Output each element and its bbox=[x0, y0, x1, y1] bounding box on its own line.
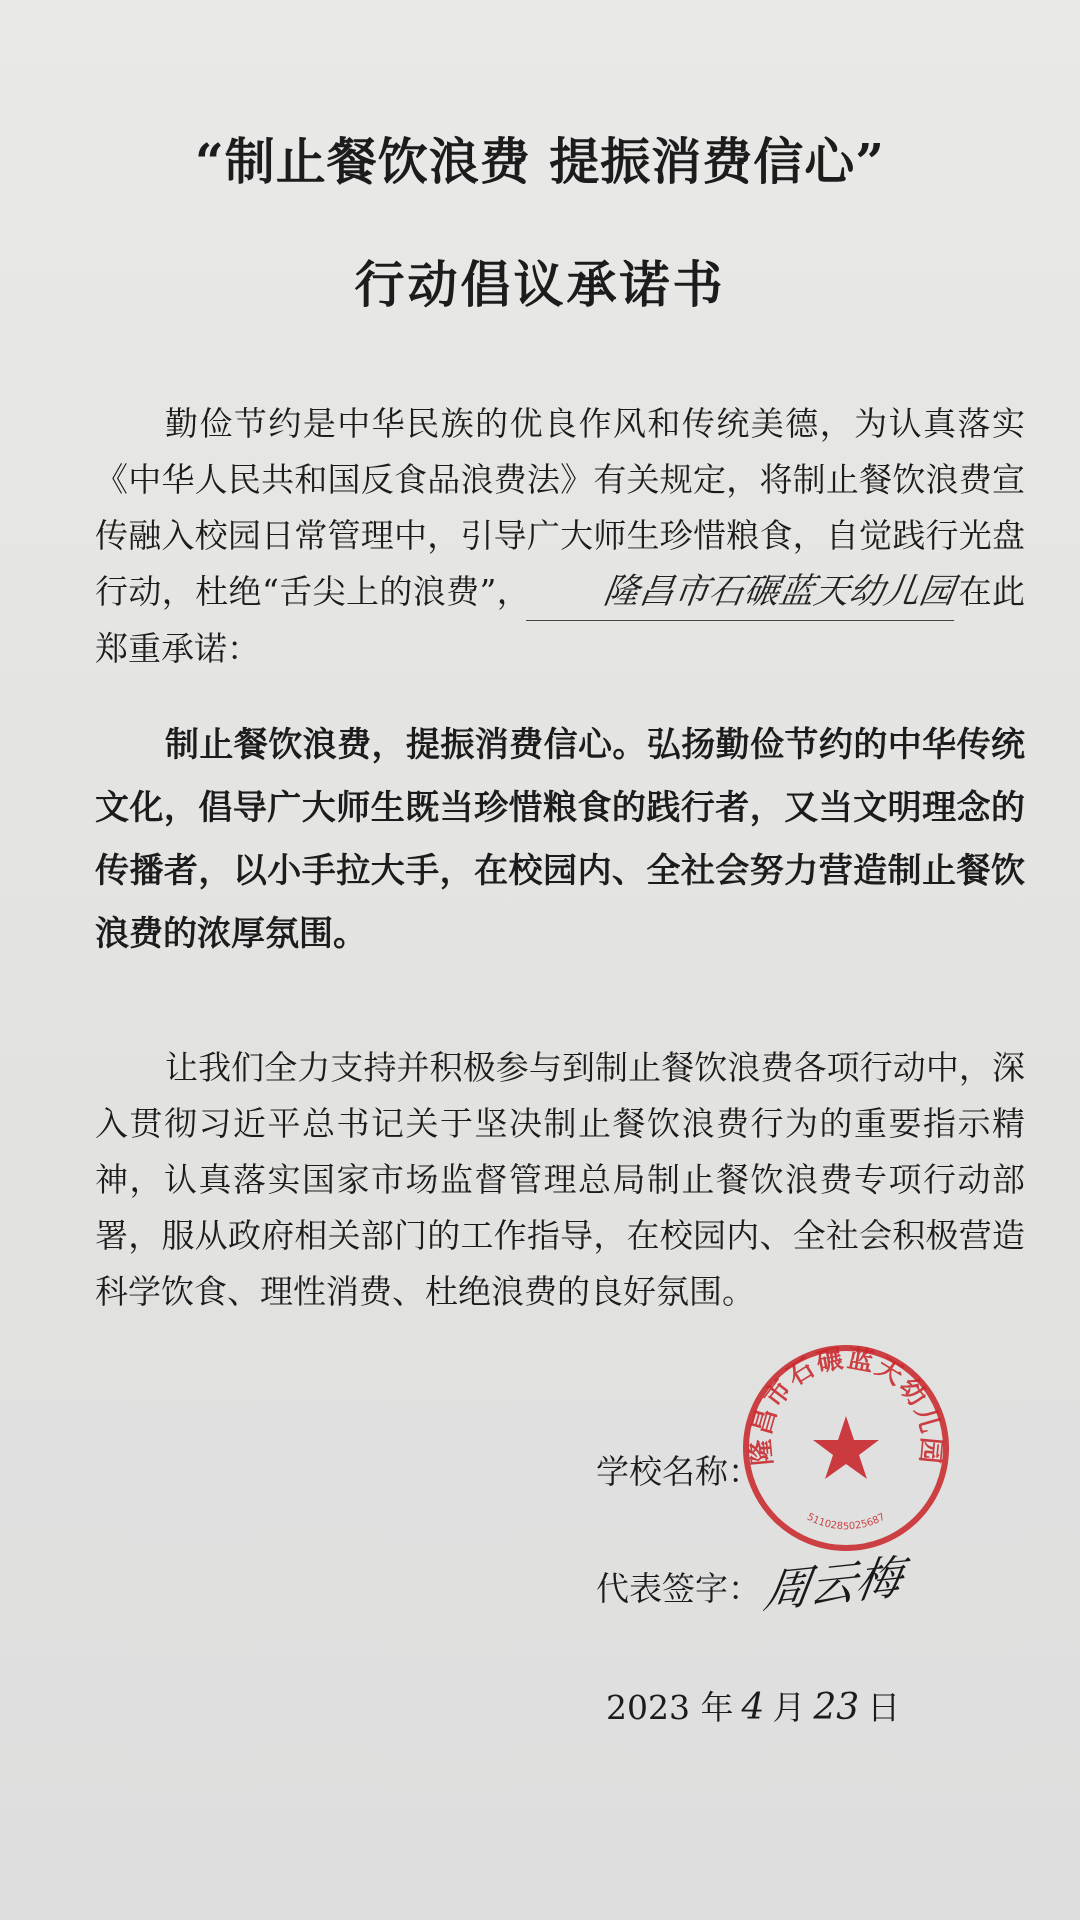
document-title-line1: “制止餐饮浪费 提振消费信心” bbox=[195, 132, 885, 191]
paragraph-intro-ending: 在此郑重承诺： bbox=[95, 572, 1025, 668]
paragraph-action: 让我们全力支持并积极参与到制止餐饮浪费各项行动中，深入贯彻习近平总书记关于坚决制止餐饮浪费行为的重要指示精神，认真落实国家市场监督管理总局制止餐饮浪费专项行动部署，服从政府相关部门的工作指导，在校园内、全社会积极营造科学饮食、理性消费、杜绝浪费的良好氛围。 bbox=[95, 1048, 1025, 1311]
seal-star-icon bbox=[813, 1416, 879, 1479]
document-date bbox=[606, 1682, 900, 1729]
seal-text: 隆昌市石碾蓝天幼儿园 bbox=[746, 1343, 946, 1467]
handwritten-school-name: 隆昌市石碾蓝天幼儿园 bbox=[526, 564, 962, 621]
date-day-unit: 日 bbox=[867, 1688, 901, 1727]
school-name-label: 学校名称： bbox=[596, 1452, 761, 1491]
paragraph-pledge: 制止餐饮浪费，提振消费信心。弘扬勤俭节约的中华传统文化，倡导广大师生既当珍惜粮食的践行者，又当文明理念的传播者，以小手拉大手，在校园内、全社会努力营造制止餐饮浪费的浓厚氛围。 bbox=[95, 725, 1025, 954]
signature-label: 代表签字： bbox=[596, 1569, 761, 1608]
seal-code: 5110285025687 bbox=[804, 1511, 888, 1533]
paragraph-intro-text: 勤俭节约是中华民族的优良作风和传统美德，为认真落实《中华人民共和国反食品浪费法》有关规定，将制止餐饮浪费宣传融入校园日常管理中，引导广大师生珍惜粮食，自觉践行光盘行动，杜绝“舌尖上的浪费”， bbox=[95, 404, 1025, 611]
paragraph-intro bbox=[95, 396, 1025, 677]
date-year: 2023 年 bbox=[606, 1688, 734, 1727]
representative-signature: 周云梅 bbox=[760, 1549, 907, 1619]
date-day: 23 bbox=[813, 1687, 860, 1728]
date-month-unit: 月 bbox=[772, 1688, 806, 1727]
date-month: 4 bbox=[741, 1687, 765, 1728]
official-seal bbox=[736, 1338, 956, 1558]
document-title-line2: 行动倡议承诺书 bbox=[354, 255, 726, 314]
